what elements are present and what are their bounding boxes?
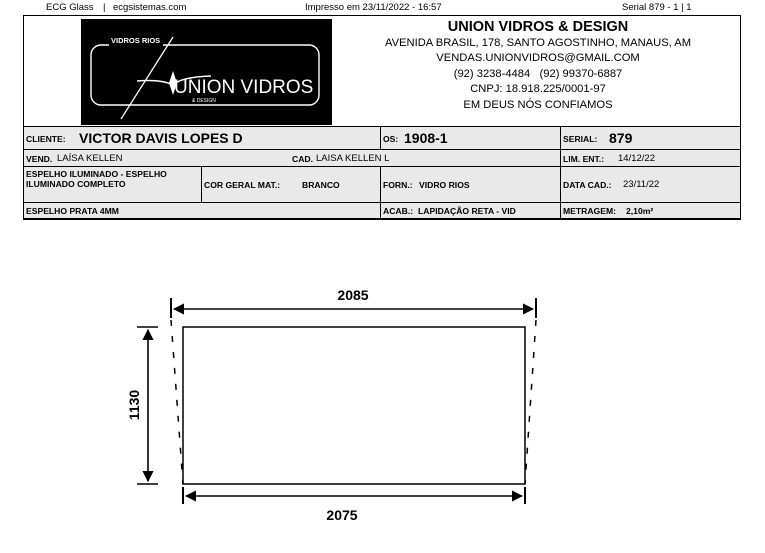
website: ecgsistemas.com <box>113 2 187 13</box>
logo-small-mark: VIDROS RIOS <box>111 36 161 45</box>
logo-brand: UNION VIDROS <box>174 77 314 98</box>
color-label: COR GERAL MAT.: <box>204 180 281 190</box>
finish-label: ACAB.: <box>383 206 414 216</box>
serial-page: Serial 879 - 1 | 1 <box>622 2 692 13</box>
header-separator: | <box>103 2 106 13</box>
client-name: VICTOR DAVIS LOPES D <box>79 130 243 146</box>
bottom-width-label: 2075 <box>326 507 358 523</box>
logo-tagline: & DESIGN <box>192 98 216 104</box>
company-address: AVENIDA BRASIL, 178, SANTO AGOSTINHO, MANAUS, AM <box>384 37 692 49</box>
area-value: 2,10m² <box>626 206 654 216</box>
glass-panel <box>171 320 536 484</box>
os-number: 1908-1 <box>404 130 448 146</box>
registration-date: 23/11/22 <box>623 179 660 190</box>
serial-label: SERIAL: <box>563 134 598 144</box>
company-email: VENDAS.UNIONVIDROS@GMAIL.COM <box>436 52 640 65</box>
company-cnpj: CNPJ: 18.918.225/0001-97 <box>470 83 606 96</box>
company-name: UNION VIDROS & DESIGN <box>447 19 629 35</box>
supplier-label: FORN.: <box>383 180 413 190</box>
seller-label: VEND. <box>26 154 53 164</box>
area-label: METRAGEM: <box>563 206 616 216</box>
company-phones: (92) 3238-4484 (92) 99370-6887 <box>453 67 623 80</box>
app-name: ECG Glass <box>46 2 94 13</box>
seller-name: LAÍSA KELLEN <box>57 153 123 164</box>
bottom-dimension <box>183 487 525 523</box>
registered-by-label: CAD. <box>292 154 314 164</box>
printed-timestamp: Impresso em 23/11/2022 - 16:57 <box>305 2 442 13</box>
finish-value: LAPIDAÇÃO RETA - VID <box>418 206 516 216</box>
height-dimension <box>126 327 158 484</box>
product-description: ESPELHO ILUMINADO - ESPELHO ILUMINADO COMPLETO <box>26 169 167 189</box>
serial-number: 879 <box>609 130 633 146</box>
registration-date-label: DATA CAD.: <box>563 180 612 190</box>
top-width-label: 2085 <box>337 287 369 303</box>
registered-by-name: LAISA KELLEN L <box>316 153 390 164</box>
material-description: ESPELHO PRATA 4MM <box>26 206 119 216</box>
client-label: CLIENTE: <box>26 134 66 144</box>
company-motto: EM DEUS NÓS CONFIAMOS <box>463 98 613 111</box>
color-value: BRANCO <box>302 180 340 190</box>
delivery-limit-date: 14/12/22 <box>618 153 655 164</box>
os-label: OS: <box>383 134 399 144</box>
delivery-limit-label: LIM. ENT.: <box>563 154 605 164</box>
supplier-name: VIDRO RIOS <box>419 180 470 190</box>
top-dimension <box>171 287 536 318</box>
height-label: 1130 <box>126 389 142 421</box>
